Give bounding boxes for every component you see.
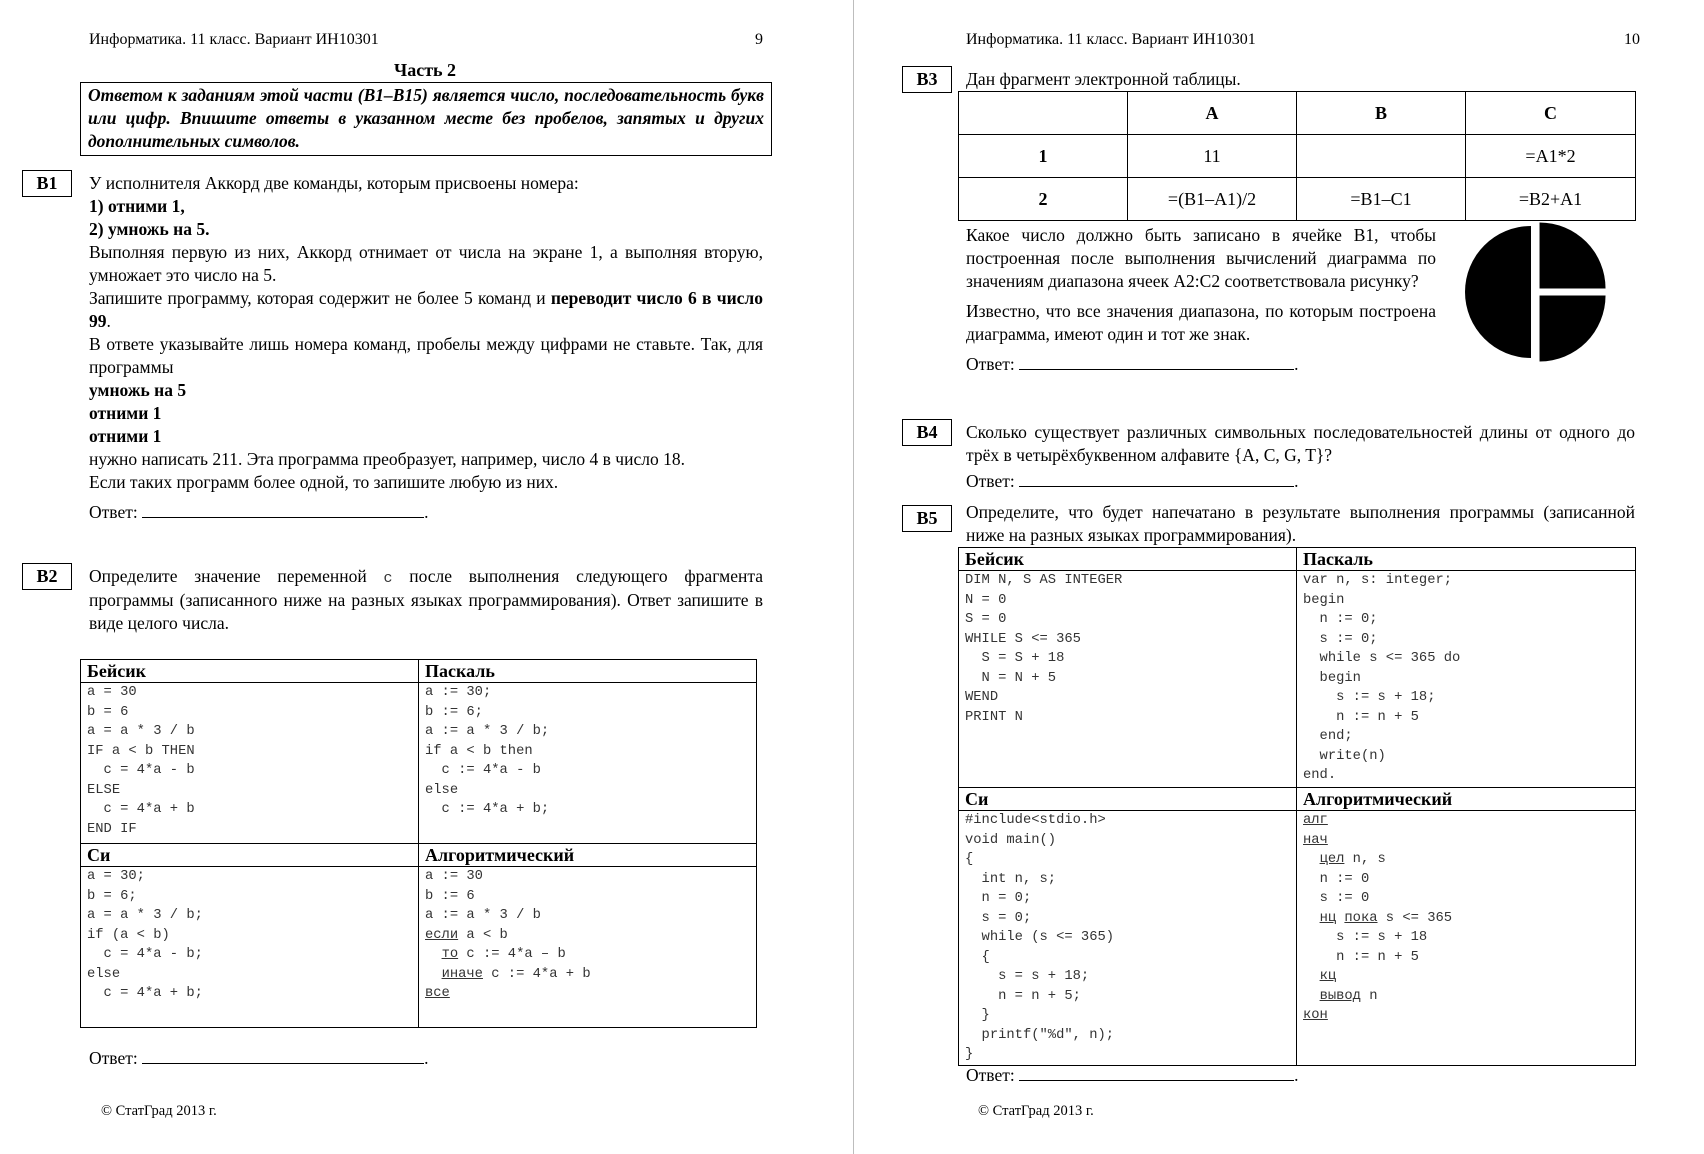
b5-alg-keyword: пока	[1344, 910, 1378, 926]
b2-alg-keyword: если	[425, 927, 459, 943]
task-tag-b5: B5	[902, 505, 952, 532]
b5-basic-code: DIM N, S AS INTEGER N = 0 S = 0 WHILE S <= 365 S = S + 18 N = N + 5 WEND PRINT N	[965, 573, 1123, 725]
b5-basic-title: Бейсик	[959, 548, 1297, 571]
task-tag-b4: B4	[902, 419, 952, 446]
task-tag-b3: B3	[902, 66, 952, 93]
b3-q1: Какое число должно быть записано в ячейке B1, чтобы построенная после выполнения вычислений диаграмма по значениям диапазона ячеек A2:C2 соответствовала рисунку?	[966, 225, 1436, 291]
sheet-cell-b1	[1297, 135, 1466, 178]
sheet-cell-c2: =B2+A1	[1466, 178, 1636, 221]
b5-alg-line: s <= 365	[1377, 910, 1453, 926]
b1-example-3: отними 1	[89, 426, 162, 446]
b5-alg-line: n, s	[1344, 852, 1386, 867]
page-number: 9	[755, 31, 763, 48]
b1-example-2: отними 1	[89, 403, 162, 423]
task-tag-b1: B1	[22, 170, 72, 197]
answer-label: Ответ:	[966, 471, 1015, 491]
b2-alg-keyword: иначе	[441, 966, 483, 982]
b2-alg-line: c := 4*a – b	[458, 947, 566, 962]
b1-p5: Если таких программ более одной, то запишите любую из них.	[89, 472, 559, 492]
b5-alg-title: Алгоритмический	[1297, 788, 1636, 811]
b5-c-title: Си	[959, 788, 1297, 811]
sheet-col-header: A	[1128, 92, 1297, 135]
page-header: Информатика. 11 класс. Вариант ИН10301	[89, 31, 379, 48]
b5-c-code: #include<stdio.h> void main() { int n, s; n = 0; s = 0; while (s <= 365) { s = s + 18; n = n + 5; } printf("%d", n); }	[965, 813, 1115, 1062]
b2-alg-keyword: то	[441, 947, 459, 962]
b2-basic-title: Бейсик	[81, 660, 419, 683]
b2-pascal-title: Паскаль	[419, 660, 757, 683]
b5-alg-keyword: нц	[1319, 910, 1337, 926]
b3-answer-line: Ответ: .	[966, 354, 1299, 374]
b2-alg-line: a < b	[458, 927, 508, 943]
pie-slice	[1540, 296, 1606, 362]
b5-alg-line: s := 0	[1319, 891, 1370, 906]
answer-label: Ответ:	[89, 1048, 138, 1068]
answer-field-b3[interactable]	[1019, 355, 1294, 370]
b1-example-1: умножь на 5	[89, 380, 187, 400]
answer-label: Ответ:	[89, 502, 138, 522]
b2-pascal-code: a := 30; b := 6; a := a * 3 / b; if a < b then c := 4*a - b else c := 4*a + b;	[425, 685, 550, 817]
b3-q2: Известно, что все значения диапазона, по которым построена диаграмма, имеют один и тот же знак.	[966, 301, 1436, 344]
b5-text: Определите, что будет напечатано в результате выполнения программы (записанной ниже на разных языках программирования).	[966, 502, 1635, 545]
b1-p2	[89, 287, 763, 333]
b1-cmd2: 2) умножь на 5.	[89, 219, 210, 239]
b1-p2a: Запишите программу, которая содержит не более 5 команд и	[89, 288, 551, 308]
b5-pascal-title: Паскаль	[1297, 548, 1636, 571]
b2-alg-title: Алгоритмический	[419, 844, 757, 867]
b5-alg-line: n := n + 5	[1336, 949, 1419, 965]
b2-c-code: a = 30; b = 6; a = a * 3 / b; if (a < b) c = 4*a - b; else c = 4*a + b;	[87, 869, 203, 1001]
answer-field-b1[interactable]	[142, 503, 424, 518]
b1-intro: У исполнителя Аккорд две команды, которым присвоены номера:	[89, 173, 579, 193]
b4-text: Сколько существует различных символьных последовательностей длины от одного до трёх в четырёхбуквенном алфавите {A, C, G, T}?	[966, 422, 1635, 465]
sheet-row-header: 1	[959, 135, 1128, 178]
spreadsheet	[958, 91, 1636, 221]
b5-pascal-code: var n, s: integer; begin n := 0; s := 0; while s <= 365 do begin s := s + 18; n := n + 5 end; write(n) end.	[1303, 573, 1461, 783]
answer-field-b4[interactable]	[1019, 472, 1294, 487]
pie-slice	[1540, 222, 1606, 288]
b1-p2b: переводит число 6 в число 99	[89, 288, 763, 331]
page-footer: © СтатГрад 2013 г.	[101, 1103, 217, 1119]
page-header: Информатика. 11 класс. Вариант ИН10301	[966, 31, 1256, 48]
b4-answer-line: Ответ: .	[966, 471, 1299, 491]
sheet-cell-c1: =A1*2	[1466, 135, 1636, 178]
task-b2-text	[89, 565, 763, 635]
sheet-cell-a2: =(B1–A1)/2	[1128, 178, 1297, 221]
b2-alg-keyword: все	[425, 986, 450, 1001]
b2-alg-line: c := 4*a + b	[482, 966, 591, 982]
b5-alg-code	[1303, 811, 1629, 1026]
instruction-box: Ответом к заданиям этой части (B1–B15) является число, последовательность букв или цифр. Впишите ответы в указанном месте без пробелов, запятых и других дополнительных символов.	[80, 82, 772, 156]
b2-code-table	[80, 659, 757, 1028]
b2-alg-line: a := a * 3 / b	[425, 908, 541, 923]
sheet-col-header: B	[1297, 92, 1466, 135]
b2-variable: c	[383, 570, 393, 587]
b2-c-title: Си	[81, 844, 419, 867]
b1-p4: нужно написать 211. Эта программа преобразует, например, число 4 в число 18.	[89, 449, 685, 469]
task-b4	[966, 421, 1635, 493]
b1-cmd1: 1) отними 1,	[89, 196, 185, 216]
page-divider	[853, 0, 854, 1154]
b1-p1: Выполняя первую из них, Аккорд отнимает от числа на экране 1, а выполняя вторую, умножает это число на 5.	[89, 242, 763, 285]
answer-label: Ответ:	[966, 1065, 1015, 1085]
b1-p2c: .	[106, 311, 111, 331]
b2-basic-code: a = 30 b = 6 a = a * 3 / b IF a < b THEN c = 4*a - b ELSE c = 4*a + b END IF	[87, 685, 195, 837]
task-tag-b2: B2	[22, 563, 72, 590]
b5-alg-keyword: вывод	[1319, 988, 1361, 1004]
b1-p3: В ответе указывайте лишь номера команд, пробелы между цифрами не ставьте. Так, для программы	[89, 334, 763, 377]
b5-alg-line: n	[1360, 988, 1378, 1004]
b5-alg-keyword: кц	[1319, 969, 1337, 984]
sheet-col-header: C	[1466, 92, 1636, 135]
part-title: Часть 2	[394, 60, 457, 80]
b5-alg-keyword: алг	[1303, 813, 1328, 828]
page-number: 10	[1624, 31, 1640, 48]
b2-alg-code	[425, 867, 750, 1004]
b5-alg-keyword: цел	[1319, 852, 1345, 867]
page-footer: © СтатГрад 2013 г.	[978, 1103, 1094, 1119]
pie-slice	[1465, 226, 1531, 358]
task-b1	[89, 172, 763, 524]
sheet-row-header: 2	[959, 178, 1128, 221]
b5-code-table	[958, 547, 1636, 1066]
answer-field-b2[interactable]	[142, 1049, 424, 1064]
pie-chart	[1464, 222, 1608, 362]
b1-answer-line: Ответ: .	[89, 502, 429, 522]
b2-answer-line: Ответ: .	[89, 1048, 429, 1068]
b5-alg-keyword: нач	[1303, 832, 1328, 848]
answer-label: Ответ:	[966, 354, 1015, 374]
sheet-cell-a1: 11	[1128, 135, 1297, 178]
b3-question	[966, 224, 1436, 376]
sheet-corner	[959, 92, 1128, 135]
b2-text-b: после выполнения следующего фрагмента программы (записанного ниже на разных языках программирования). Ответ запишите в виде целого числа.	[89, 566, 763, 633]
b5-alg-keyword: кон	[1303, 1008, 1328, 1023]
b5-answer-line: Ответ: .	[966, 1065, 1299, 1085]
page-right	[857, 0, 1704, 1154]
b5-alg-line: s := s + 18	[1336, 930, 1428, 945]
b2-alg-line: a := 30	[425, 869, 483, 884]
sheet-cell-b2: =B1–C1	[1297, 178, 1466, 221]
b2-alg-line: b := 6	[425, 888, 475, 904]
b5-alg-line: n := 0	[1319, 871, 1370, 887]
b2-text-a: Определите значение переменной	[89, 566, 384, 586]
answer-field-b5[interactable]	[1019, 1066, 1294, 1081]
b3-intro: Дан фрагмент электронной таблицы.	[966, 69, 1241, 89]
